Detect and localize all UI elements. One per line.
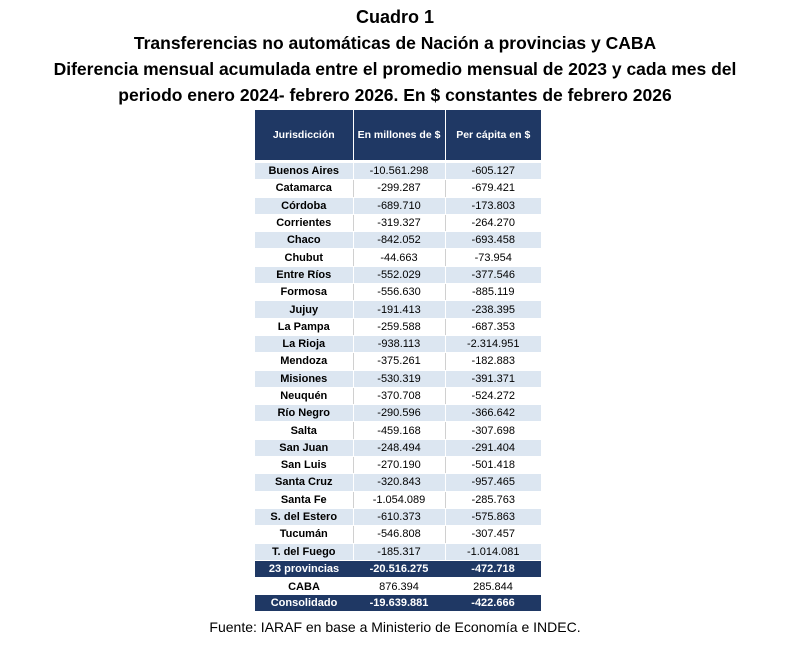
jurisdiction-cell: Jujuy bbox=[255, 301, 353, 318]
per-capita-cell: -605.127 bbox=[445, 163, 541, 180]
per-capita-cell: -472.718 bbox=[445, 560, 541, 578]
per-capita-cell: -422.666 bbox=[445, 595, 541, 612]
table-row bbox=[255, 370, 541, 387]
title-block bbox=[0, 4, 790, 108]
jurisdiction-cell: T. del Fuego bbox=[255, 543, 353, 560]
table-subtitle-line-2: periodo enero 2024- febrero 2026. En $ constantes de febrero 2026 bbox=[118, 85, 672, 105]
table-row bbox=[255, 180, 541, 197]
millions-cell: -375.261 bbox=[353, 353, 445, 370]
per-capita-cell: -957.465 bbox=[445, 474, 541, 491]
per-capita-cell: -687.353 bbox=[445, 318, 541, 335]
table-row bbox=[255, 422, 541, 439]
table-row bbox=[255, 474, 541, 491]
table-row bbox=[255, 526, 541, 543]
jurisdiction-cell: Neuquén bbox=[255, 387, 353, 404]
per-capita-cell: -264.270 bbox=[445, 214, 541, 231]
header-per-capita: Per cápita en $ bbox=[445, 110, 541, 160]
per-capita-cell: -885.119 bbox=[445, 284, 541, 301]
table-row bbox=[255, 284, 541, 301]
table-title: Transferencias no automáticas de Nación a provincias y CABA bbox=[133, 33, 657, 53]
jurisdiction-cell: La Pampa bbox=[255, 318, 353, 335]
per-capita-cell: 285.844 bbox=[445, 578, 541, 595]
per-capita-cell: -291.404 bbox=[445, 439, 541, 456]
table-row bbox=[255, 387, 541, 404]
per-capita-cell: -377.546 bbox=[445, 266, 541, 283]
total-row bbox=[255, 595, 541, 612]
jurisdiction-cell: 23 provincias bbox=[255, 560, 353, 578]
jurisdiction-cell: S. del Estero bbox=[255, 508, 353, 525]
table-row bbox=[255, 457, 541, 474]
jurisdiction-cell: Río Negro bbox=[255, 405, 353, 422]
caba-row bbox=[255, 578, 541, 595]
per-capita-cell: -679.421 bbox=[445, 180, 541, 197]
millions-cell: -459.168 bbox=[353, 422, 445, 439]
millions-cell: -556.630 bbox=[353, 284, 445, 301]
millions-cell: 876.394 bbox=[353, 578, 445, 595]
millions-cell: -185.317 bbox=[353, 543, 445, 560]
millions-cell: -319.327 bbox=[353, 214, 445, 231]
per-capita-cell: -391.371 bbox=[445, 370, 541, 387]
per-capita-cell: -173.803 bbox=[445, 197, 541, 214]
millions-cell: -552.029 bbox=[353, 266, 445, 283]
jurisdiction-cell: Misiones bbox=[255, 370, 353, 387]
millions-cell: -546.808 bbox=[353, 526, 445, 543]
per-capita-cell: -1.014.081 bbox=[445, 543, 541, 560]
millions-cell: -10.561.298 bbox=[353, 163, 445, 180]
per-capita-cell: -307.457 bbox=[445, 526, 541, 543]
millions-cell: -20.516.275 bbox=[353, 560, 445, 578]
table-row bbox=[255, 335, 541, 352]
per-capita-cell: -693.458 bbox=[445, 232, 541, 249]
per-capita-cell: -575.863 bbox=[445, 508, 541, 525]
per-capita-cell: -524.272 bbox=[445, 387, 541, 404]
table-row bbox=[255, 163, 541, 180]
per-capita-cell: -182.883 bbox=[445, 353, 541, 370]
millions-cell: -689.710 bbox=[353, 197, 445, 214]
per-capita-cell: -2.314.951 bbox=[445, 335, 541, 352]
millions-cell: -259.588 bbox=[353, 318, 445, 335]
millions-cell: -370.708 bbox=[353, 387, 445, 404]
header-millones: En millones de $ bbox=[353, 110, 445, 160]
jurisdiction-cell: Buenos Aires bbox=[255, 163, 353, 180]
millions-cell: -270.190 bbox=[353, 457, 445, 474]
table-row bbox=[255, 491, 541, 508]
jurisdiction-cell: CABA bbox=[255, 578, 353, 595]
millions-cell: -248.494 bbox=[353, 439, 445, 456]
jurisdiction-cell: Catamarca bbox=[255, 180, 353, 197]
table-row bbox=[255, 214, 541, 231]
jurisdiction-cell: Corrientes bbox=[255, 214, 353, 231]
jurisdiction-cell: Chubut bbox=[255, 249, 353, 266]
table-row bbox=[255, 508, 541, 525]
source-note: Fuente: IARAF en base a Ministerio de Economía e INDEC. bbox=[209, 619, 581, 635]
table-row bbox=[255, 318, 541, 335]
table-row bbox=[255, 405, 541, 422]
millions-cell: -44.663 bbox=[353, 249, 445, 266]
jurisdiction-cell: Tucumán bbox=[255, 526, 353, 543]
per-capita-cell: -307.698 bbox=[445, 422, 541, 439]
per-capita-cell: -366.642 bbox=[445, 405, 541, 422]
jurisdiction-cell: La Rioja bbox=[255, 335, 353, 352]
table-row bbox=[255, 266, 541, 283]
table-row bbox=[255, 197, 541, 214]
millions-cell: -530.319 bbox=[353, 370, 445, 387]
millions-cell: -299.287 bbox=[353, 180, 445, 197]
jurisdiction-cell: Santa Cruz bbox=[255, 474, 353, 491]
table-body bbox=[255, 160, 541, 612]
per-capita-cell: -73.954 bbox=[445, 249, 541, 266]
jurisdiction-cell: Salta bbox=[255, 422, 353, 439]
table-number: Cuadro 1 bbox=[355, 7, 434, 27]
jurisdiction-cell: Consolidado bbox=[255, 595, 353, 612]
table-row bbox=[255, 249, 541, 266]
millions-cell: -19.639.881 bbox=[353, 595, 445, 612]
jurisdiction-cell: Formosa bbox=[255, 284, 353, 301]
jurisdiction-cell: San Juan bbox=[255, 439, 353, 456]
header-row bbox=[255, 110, 541, 160]
per-capita-cell: -501.418 bbox=[445, 457, 541, 474]
table-row bbox=[255, 232, 541, 249]
millions-cell: -842.052 bbox=[353, 232, 445, 249]
table-row bbox=[255, 439, 541, 456]
millions-cell: -191.413 bbox=[353, 301, 445, 318]
transfers-table bbox=[255, 110, 541, 612]
table-row bbox=[255, 301, 541, 318]
subtotal-row bbox=[255, 560, 541, 578]
table-row bbox=[255, 353, 541, 370]
header-jurisdiccion: Jurisdicción bbox=[255, 110, 353, 160]
per-capita-cell: -238.395 bbox=[445, 301, 541, 318]
jurisdiction-cell: San Luis bbox=[255, 457, 353, 474]
jurisdiction-cell: Santa Fe bbox=[255, 491, 353, 508]
jurisdiction-cell: Entre Ríos bbox=[255, 266, 353, 283]
millions-cell: -610.373 bbox=[353, 508, 445, 525]
millions-cell: -938.113 bbox=[353, 335, 445, 352]
millions-cell: -320.843 bbox=[353, 474, 445, 491]
table-subtitle-line-1: Diferencia mensual acumulada entre el promedio mensual de 2023 y cada mes del bbox=[53, 59, 737, 79]
jurisdiction-cell: Córdoba bbox=[255, 197, 353, 214]
millions-cell: -1.054.089 bbox=[353, 491, 445, 508]
jurisdiction-cell: Mendoza bbox=[255, 353, 353, 370]
jurisdiction-cell: Chaco bbox=[255, 232, 353, 249]
per-capita-cell: -285.763 bbox=[445, 491, 541, 508]
millions-cell: -290.596 bbox=[353, 405, 445, 422]
table-row bbox=[255, 543, 541, 560]
